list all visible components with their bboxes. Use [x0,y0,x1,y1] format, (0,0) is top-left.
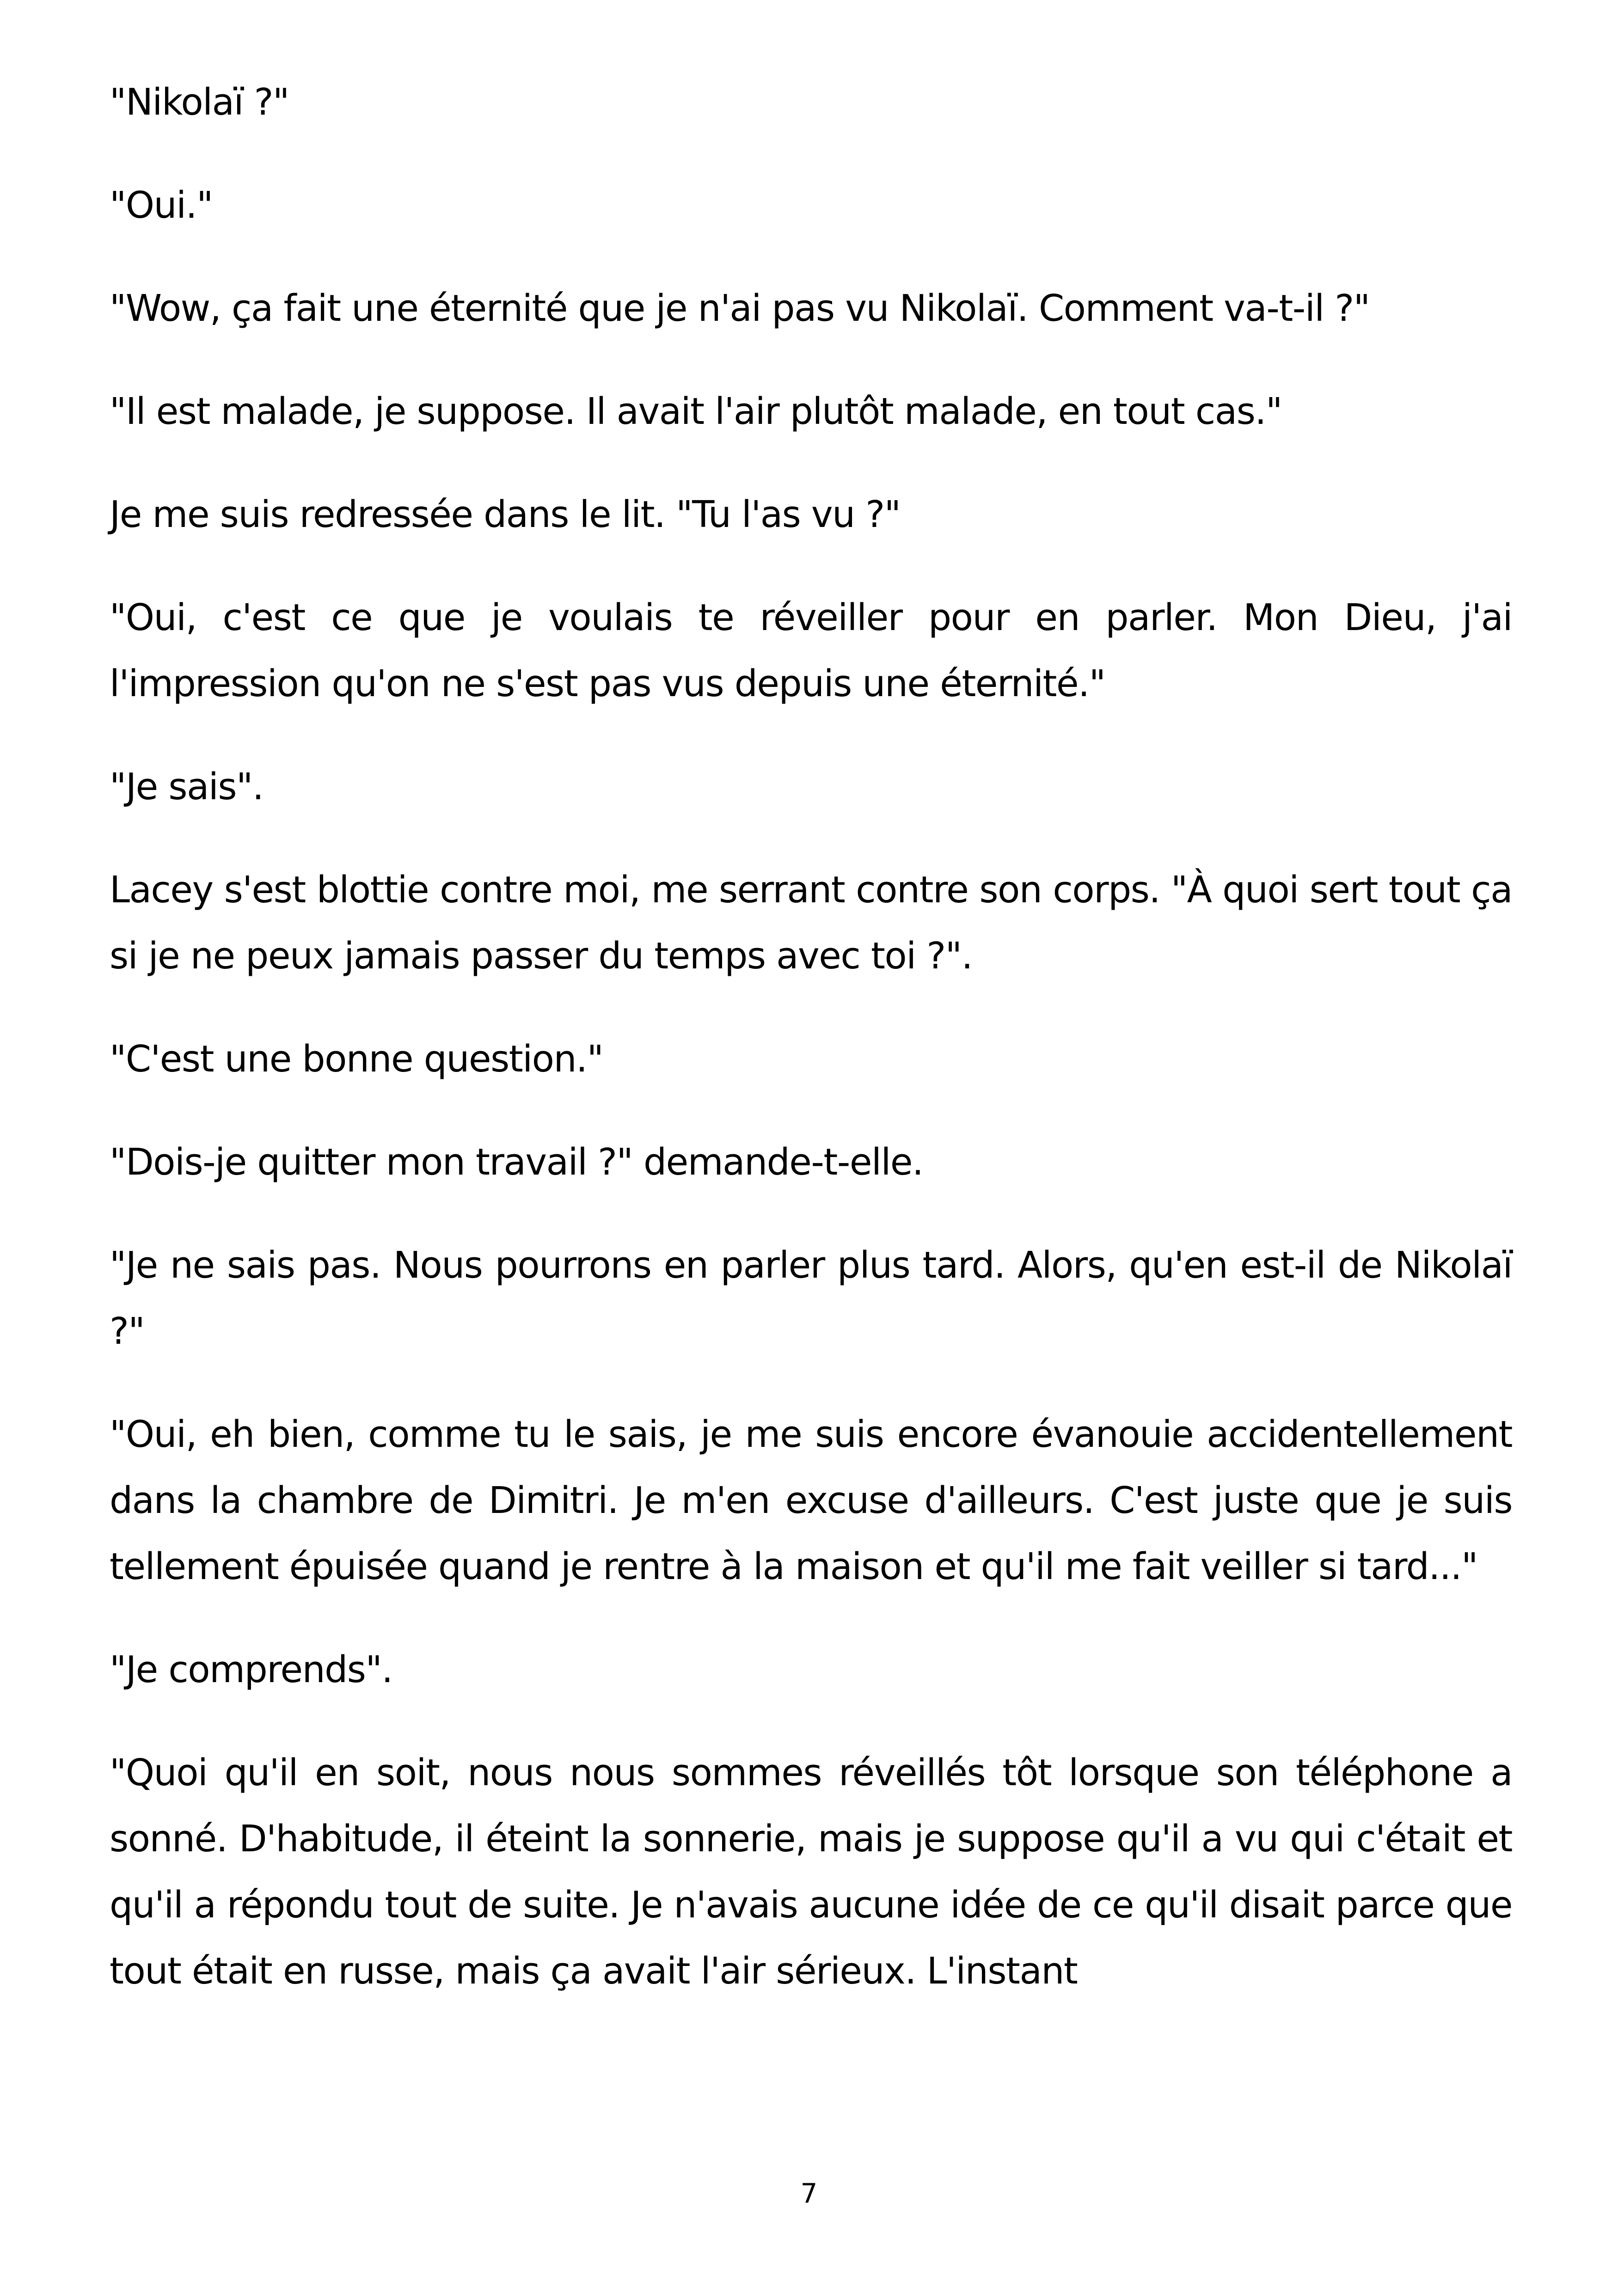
paragraph: "C'est une bonne question." [110,1038,603,1080]
paragraph: "Je ne sais pas. Nous pourrons en parler plus tard. Alors, qu'en est-il de Nikolaï ?" [110,1244,1512,1353]
paragraph: Je me suis redressée dans le lit. "Tu l'as vu ?" [110,493,901,536]
paragraph: "Oui." [110,184,213,227]
paragraph: Lacey s'est blottie contre moi, me serrant contre son corps. "À quoi sert tout ça si je ne peux jamais passer du temps avec toi ?". [110,869,1512,977]
paragraph: "Wow, ça fait une éternité que je n'ai pas vu Nikolaï. Comment va-t-il ?" [110,287,1370,330]
paragraph: "Je sais". [110,765,264,808]
paragraph: "Nikolaï ?" [110,81,289,123]
paragraph: "Dois-je quitter mon travail ?" demande-t-elle. [110,1141,923,1183]
paragraph: "Je comprends". [110,1648,392,1691]
paragraph: "Quoi qu'il en soit, nous nous sommes réveillés tôt lorsque son téléphone a sonné. D'habitude, il éteint la sonnerie, mais je suppose qu'il a vu qui c'était et qu'il a répondu tout de suite. Je n'avais aucune idée de ce qu'il disait parce que tout était en russe, mais ça avait l'air sérieux. L'instant [110,1751,1512,1992]
page-number: 7 [800,2178,818,2209]
paragraph: "Oui, eh bien, comme tu le sais, je me suis encore évanouie accidentellement dans la chambre de Dimitri. Je m'en excuse d'ailleurs. C'est juste que je suis tellement épuisée quand je rentre à la maison et qu'il me fait veiller si tard..." [110,1413,1512,1588]
paragraph: "Oui, c'est ce que je voulais te réveiller pour en parler. Mon Dieu, j'ai l'impression qu'on ne s'est pas vus depuis une éternité." [110,596,1512,705]
page-body [110,69,1512,2041]
paragraph: "Il est malade, je suppose. Il avait l'air plutôt malade, en tout cas." [110,390,1282,433]
